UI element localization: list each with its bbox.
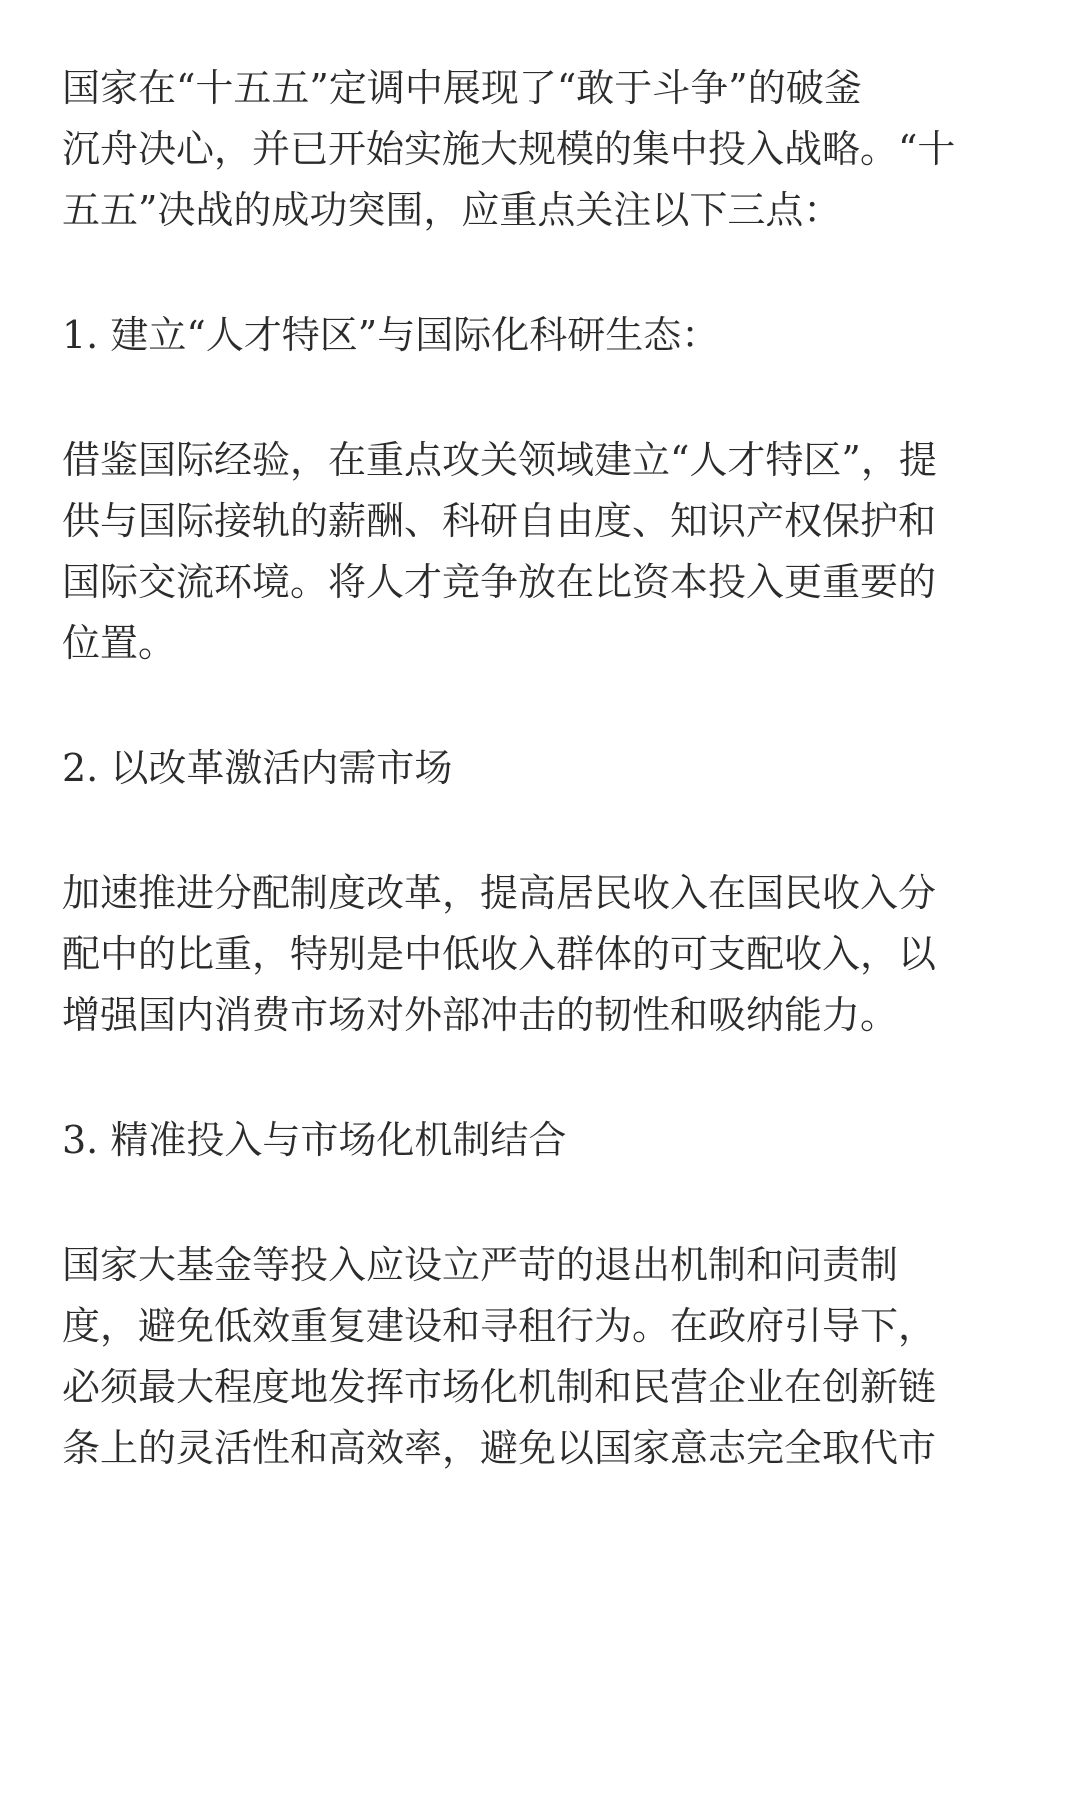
section1-line: 供与国际接轨的薪酬、科研自由度、知识产权保护和: [62, 499, 937, 543]
section1-line: 国际交流环境。将人才竞争放在比资本投入更重要的: [62, 560, 937, 604]
section3-line: 国家大基金等投入应设立严苛的退出机制和问责制: [62, 1243, 899, 1287]
section3-paragraph: [62, 1235, 1022, 1479]
section1-line: 位置。: [62, 621, 177, 665]
article-body: [62, 58, 1022, 1479]
section2-line: 配中的比重，特别是中低收入群体的可支配收入，以: [62, 932, 937, 976]
section3-line: 条上的灵活性和高效率，避免以国家意志完全取代市: [62, 1426, 937, 1470]
section1-heading: 1. 建立“人才特区”与国际化科研生态：: [62, 313, 720, 357]
section2-paragraph: [62, 863, 1022, 1046]
section2-heading: 2. 以改革激活内需市场: [62, 746, 453, 790]
section3-line: 必须最大程度地发挥市场化机制和民营企业在创新链: [62, 1365, 937, 1409]
intro-line: 沉舟决心，并已开始实施大规模的集中投入战略。“十: [62, 127, 956, 171]
intro-line: 五五”决战的成功突围，应重点关注以下三点：: [62, 188, 842, 232]
section2-line: 加速推进分配制度改革，提高居民收入在国民收入分: [62, 871, 937, 915]
section2-line: 增强国内消费市场对外部冲击的韧性和吸纳能力。: [62, 993, 899, 1037]
intro-paragraph: [62, 58, 1022, 241]
section1-line: 借鉴国际经验，在重点攻关领域建立“人才特区”，提: [62, 438, 937, 482]
section3-line: 度，避免低效重复建设和寻租行为。在政府引导下，: [62, 1304, 937, 1348]
section1-paragraph: [62, 430, 1022, 674]
section3-heading: 3. 精准投入与市场化机制结合: [62, 1118, 567, 1162]
intro-line: 国家在“十五五”定调中展现了“敢于斗争”的破釜: [62, 66, 862, 110]
